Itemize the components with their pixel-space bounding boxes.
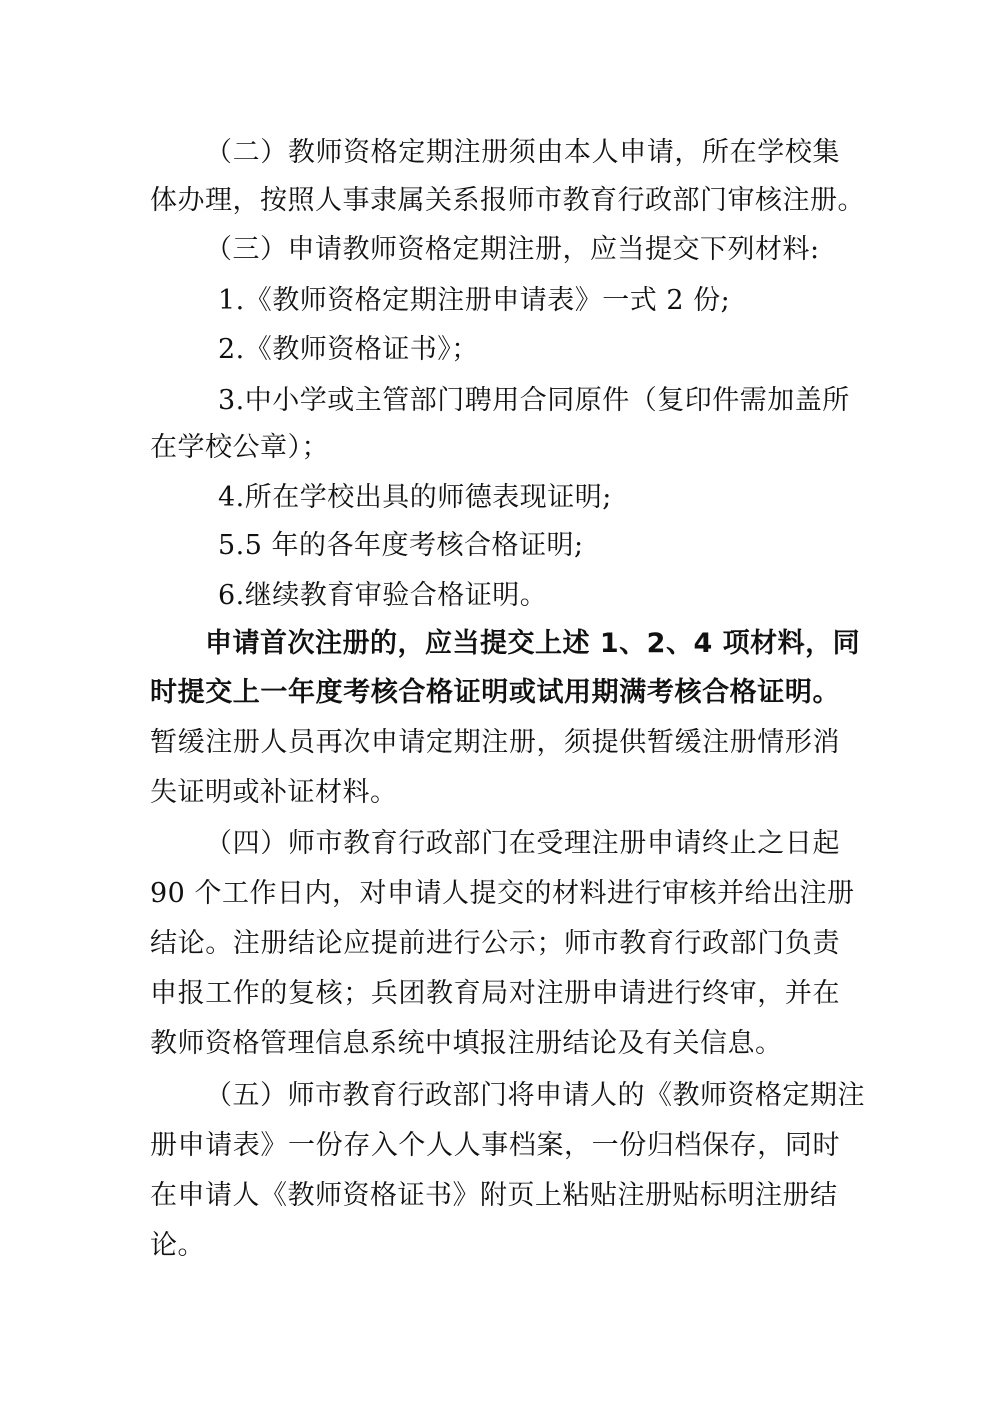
para-5-line-1: （五）师市教育行政部门将申请人的《教师资格定期注 (205, 1080, 865, 1111)
list-item-5: 5.5 年的各年度考核合格证明; (218, 530, 584, 561)
para-4-line-5: 教师资格管理信息系统中填报注册结论及有关信息。 (150, 1028, 783, 1059)
sticker-emphasis: 粘贴注册贴 (562, 1180, 700, 1211)
para-4-line-3: 结论。注册结论应提前进行公示；师市教育行政部门负责 (150, 928, 840, 959)
para-4-line-4: 申报工作的复核；兵团教育局对注册申请进行终审，并在 (150, 978, 840, 1009)
first-registration-line-2: 时提交上一年度考核合格证明或试用期满考核合格证明。 (150, 677, 840, 708)
para-5-line-2: 册申请表》一份存入个人人事档案，一份归档保存，同时 (150, 1130, 840, 1161)
list-item-2: 2.《教师资格证书》； (218, 334, 479, 365)
para-5-line-3 (150, 1178, 840, 1214)
list-item-4: 4.所在学校出具的师德表现证明; (218, 482, 612, 513)
para-2-line-1: （二）教师资格定期注册须由本人申请，所在学校集 (205, 137, 840, 168)
para-5-line-3-text: 在申请人《教师资格证书》附页上 (150, 1180, 563, 1211)
deferred-registration-line-2: 失证明或补证材料。 (150, 777, 398, 808)
list-item-3-line-2: 在学校公章）； (150, 432, 329, 463)
para-5-line-3-tail: 标明注册结 (700, 1180, 838, 1211)
first-registration-line-1: 申请首次注册的，应当提交上述 1、2、4 项材料，同 (205, 628, 861, 659)
list-item-1: 1.《教师资格定期注册申请表》一式 2 份; (218, 285, 731, 316)
deferred-registration-line-1: 暂缓注册人员再次申请定期注册，须提供暂缓注册情形消 (150, 727, 840, 758)
para-3-heading: （三）申请教师资格定期注册，应当提交下列材料: (205, 234, 820, 265)
list-item-3-line-1: 3.中小学或主管部门聘用合同原件（复印件需加盖所 (218, 385, 850, 416)
para-4-line-1: （四）师市教育行政部门在受理注册申请终止之日起 (205, 828, 840, 859)
para-2-line-2: 体办理，按照人事隶属关系报师市教育行政部门审核注册。 (150, 185, 865, 216)
para-5-line-4: 论。 (150, 1230, 205, 1261)
list-item-6: 6.继续教育审验合格证明。 (218, 580, 548, 611)
para-4-line-2: 90 个工作日内，对申请人提交的材料进行审核并给出注册 (150, 878, 855, 909)
